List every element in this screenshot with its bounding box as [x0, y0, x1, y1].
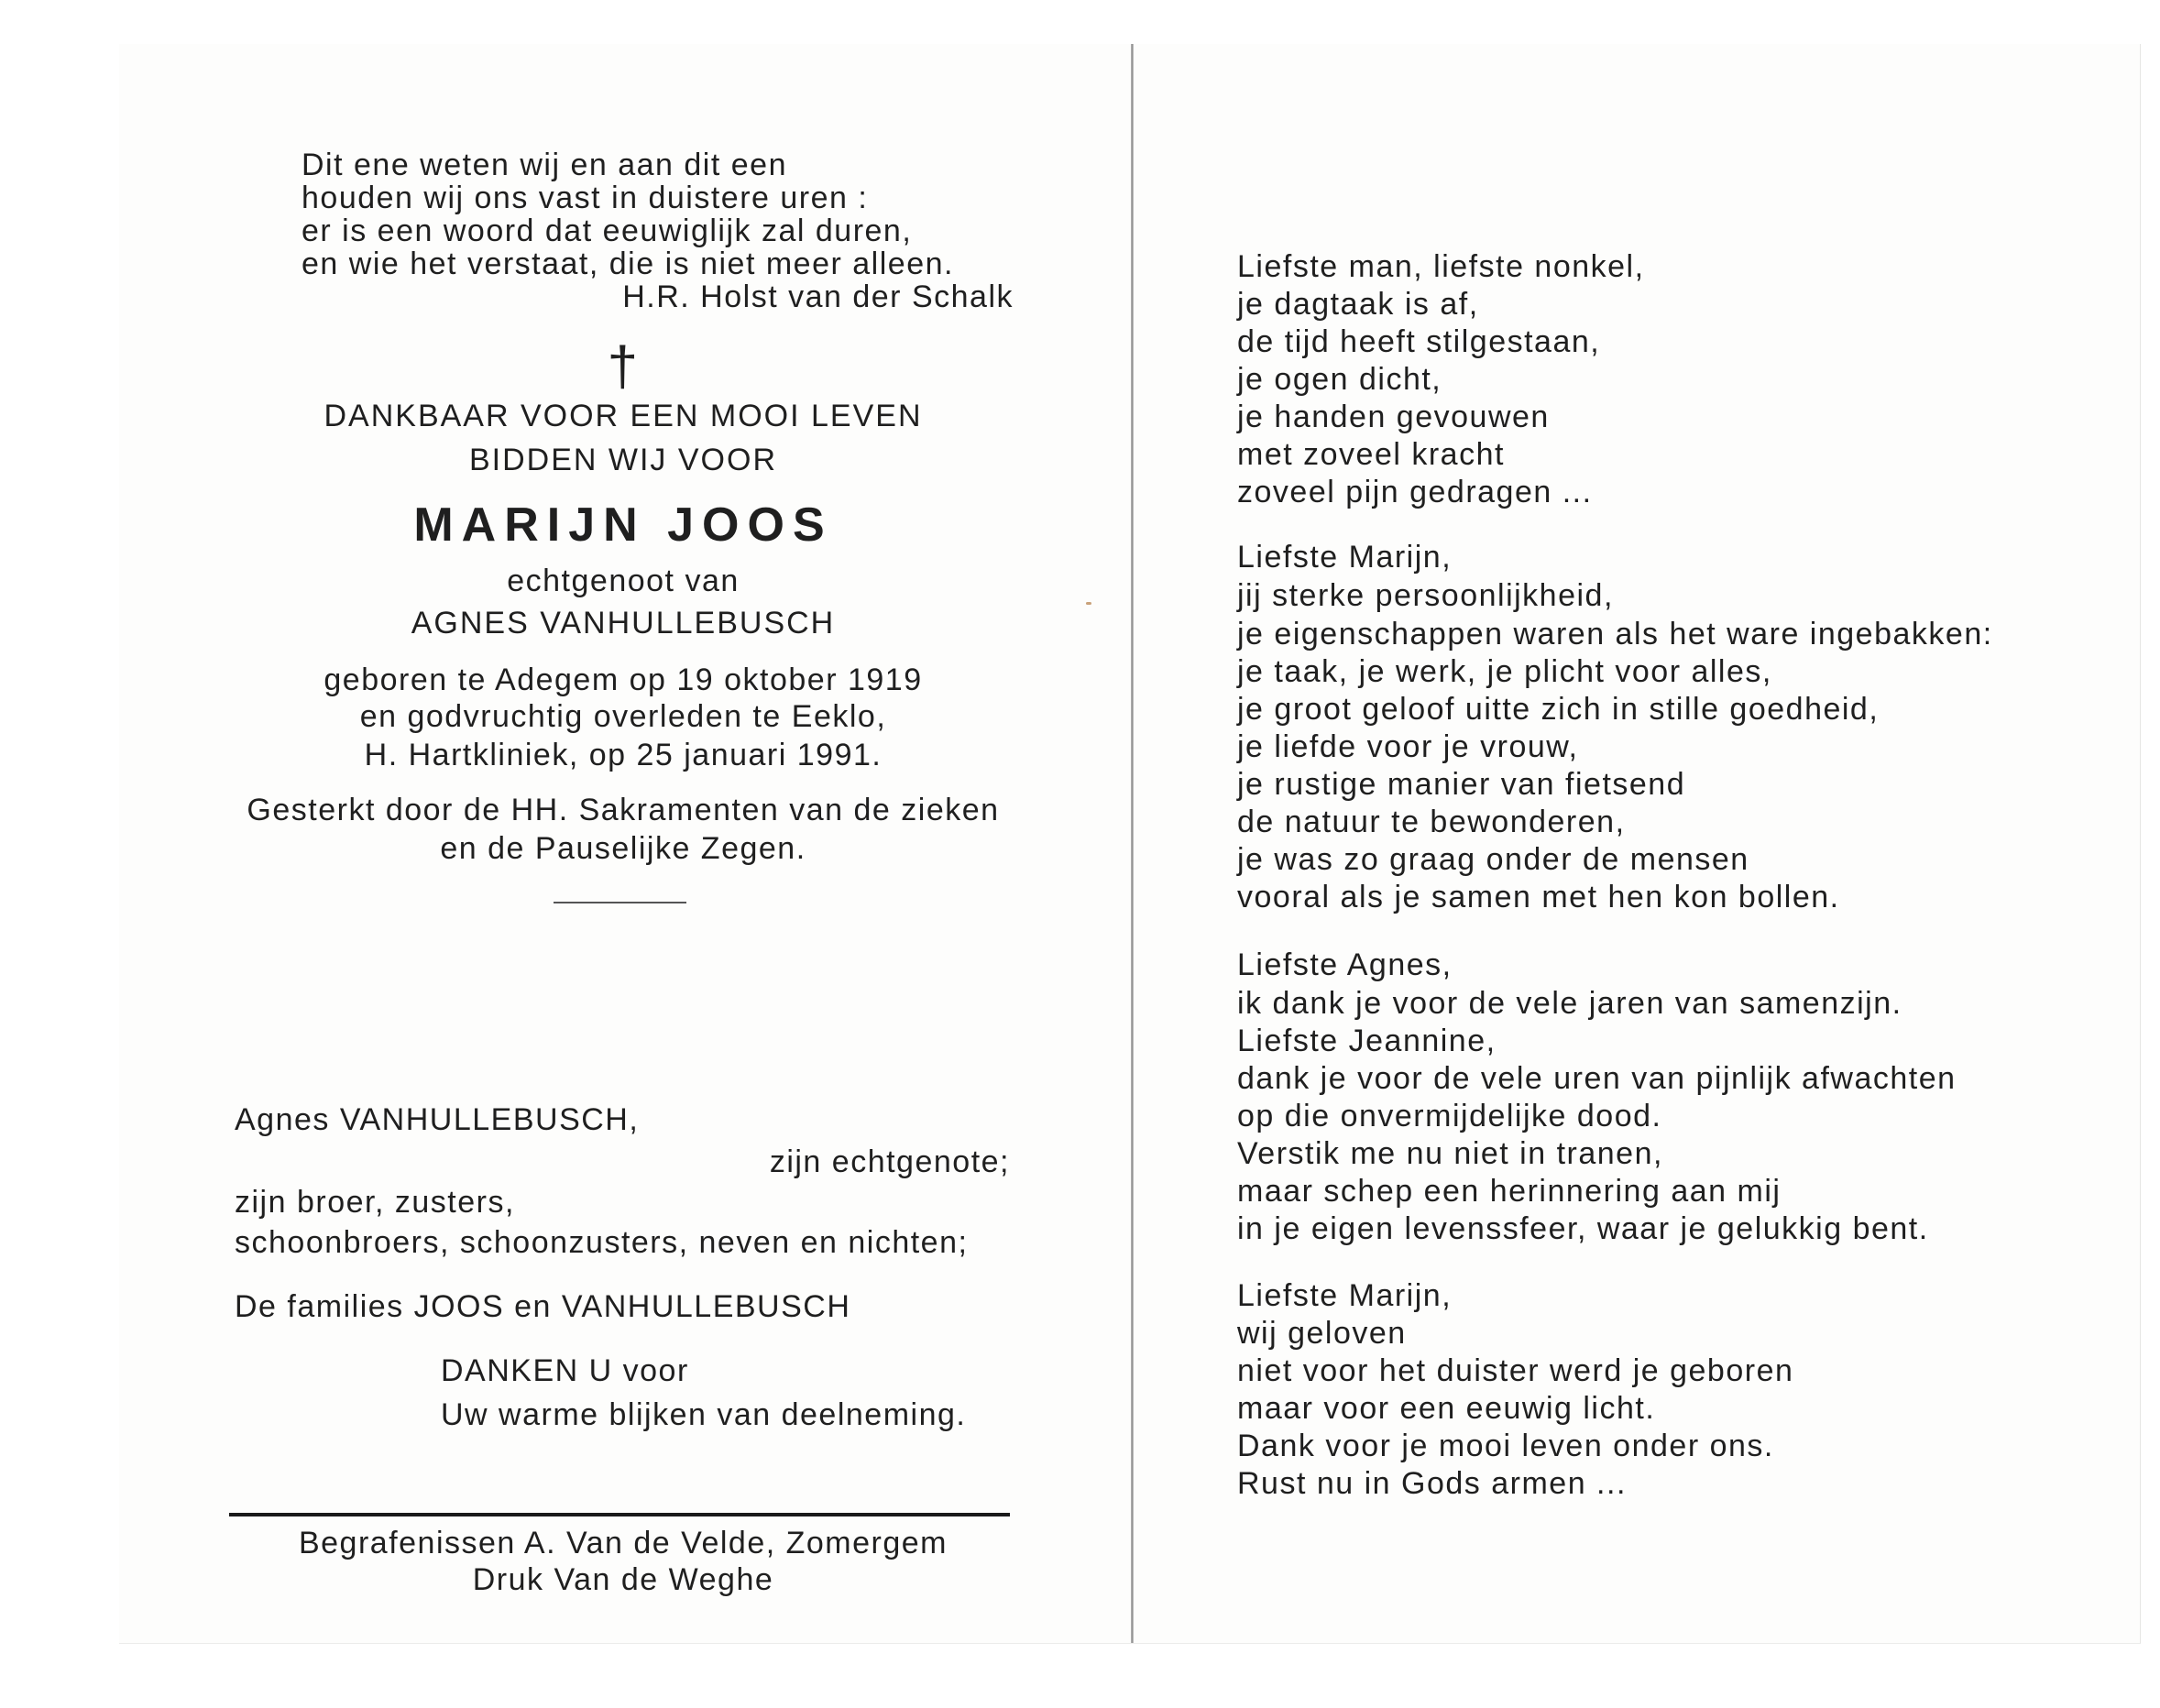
family-line: schoonbroers, schoonzusters, neven en nichten; [235, 1225, 969, 1260]
verse-line: Liefste Agnes, [1237, 947, 1453, 982]
verse-line: maar schep een herinnering aan mij [1237, 1174, 1782, 1209]
poem-line: houden wij ons vast in duistere uren : [302, 181, 869, 215]
family-line: zijn broer, zusters, [235, 1185, 515, 1220]
heading-thankful: DANKBAAR VOOR EEN MOOI LEVEN [323, 399, 923, 433]
life-line: geboren te Adegem op 19 oktober 1919 [323, 662, 923, 697]
cross-icon: † [607, 335, 640, 397]
verse-line: wij geloven [1237, 1316, 1407, 1351]
spouse-label: echtgenoot van [507, 564, 740, 598]
verse-line: je ogen dicht, [1237, 362, 1442, 397]
footer-rule [229, 1513, 1010, 1516]
poem-author: H.R. Holst van der Schalk [622, 279, 1014, 314]
family-line: De families JOOS en VANHULLEBUSCH [235, 1289, 851, 1324]
poem-line: Dit ene weten wij en aan dit een [302, 148, 787, 182]
verse-line: Verstik me nu niet in tranen, [1237, 1136, 1663, 1171]
sacraments-line: Gesterkt door de HH. Sakramenten van de zieken [247, 793, 1000, 827]
verse-line: in je eigen levenssfeer, waar je gelukkig bent. [1237, 1211, 1929, 1246]
verse-line: met zoveel kracht [1237, 437, 1505, 472]
verse-line: de natuur te bewonderen, [1237, 805, 1626, 839]
verse-line: Liefste Marijn, [1237, 1278, 1453, 1313]
heading-pray: BIDDEN WIJ VOOR [468, 443, 778, 477]
family-line: Uw warme blijken van deelneming. [441, 1397, 967, 1432]
footer-line: Begrafenissen A. Van de Velde, Zomergem [298, 1526, 948, 1560]
life-line: H. Hartkliniek, op 25 januari 1991. [364, 738, 883, 772]
verse-line: Liefste Marijn, [1237, 540, 1453, 575]
verse-line: Rust nu in Gods armen ... [1237, 1466, 1627, 1501]
spouse-name: AGNES VANHULLEBUSCH [411, 606, 836, 640]
verse-line: vooral als je samen met hen kon bollen. [1237, 880, 1840, 914]
verse-line: je eigenschappen waren als het ware ingebakken: [1237, 617, 1993, 651]
verse-line: je liefde voor je vrouw, [1237, 729, 1579, 764]
verse-line: zoveel pijn gedragen ... [1237, 475, 1593, 509]
verse-line: je was zo graag onder de mensen [1237, 842, 1749, 877]
verse-line: de tijd heeft stilgestaan, [1237, 324, 1601, 359]
verse-line: je taak, je werk, je plicht voor alles, [1237, 654, 1772, 689]
family-line: zijn echtgenote; [769, 1144, 1010, 1179]
verse-line: maar voor een eeuwig licht. [1237, 1391, 1656, 1426]
short-divider [554, 902, 686, 903]
verse-line: dank je voor de vele uren van pijnlijk afwachten [1237, 1061, 1957, 1096]
verse-line: Liefste Jeannine, [1237, 1024, 1497, 1058]
life-line: en godvruchtig overleden te Eeklo, [359, 699, 887, 734]
verse-line: jij sterke persoonlijkheid, [1237, 578, 1614, 613]
verse-line: op die onvermijdelijke dood. [1237, 1099, 1662, 1133]
footer-line: Druk Van de Weghe [472, 1562, 774, 1597]
verse-line: je rustige manier van fietsend [1237, 767, 1686, 802]
verse-line: Dank voor je mooi leven onder ons. [1237, 1429, 1774, 1463]
verse-line: je groot geloof uitte zich in stille goedheid, [1237, 692, 1880, 727]
card-fold-line [1131, 44, 1134, 1643]
verse-line: ik dank je voor de vele jaren van samenzijn. [1237, 986, 1902, 1021]
deceased-name: MARIJN JOOS [413, 498, 833, 552]
verse-line: niet voor het duister werd je geboren [1237, 1353, 1794, 1388]
poem-line: en wie het verstaat, die is niet meer alleen. [302, 246, 954, 281]
poem-line: er is een woord dat eeuwiglijk zal duren, [302, 214, 913, 248]
family-line: DANKEN U voor [441, 1353, 689, 1388]
sacraments-line: en de Pauselijke Zegen. [440, 831, 806, 866]
speck [1086, 602, 1091, 605]
family-line: Agnes VANHULLEBUSCH, [235, 1102, 640, 1137]
verse-line: je handen gevouwen [1237, 400, 1550, 434]
verse-line: je dagtaak is af, [1237, 287, 1479, 322]
verse-line: Liefste man, liefste nonkel, [1237, 249, 1645, 284]
